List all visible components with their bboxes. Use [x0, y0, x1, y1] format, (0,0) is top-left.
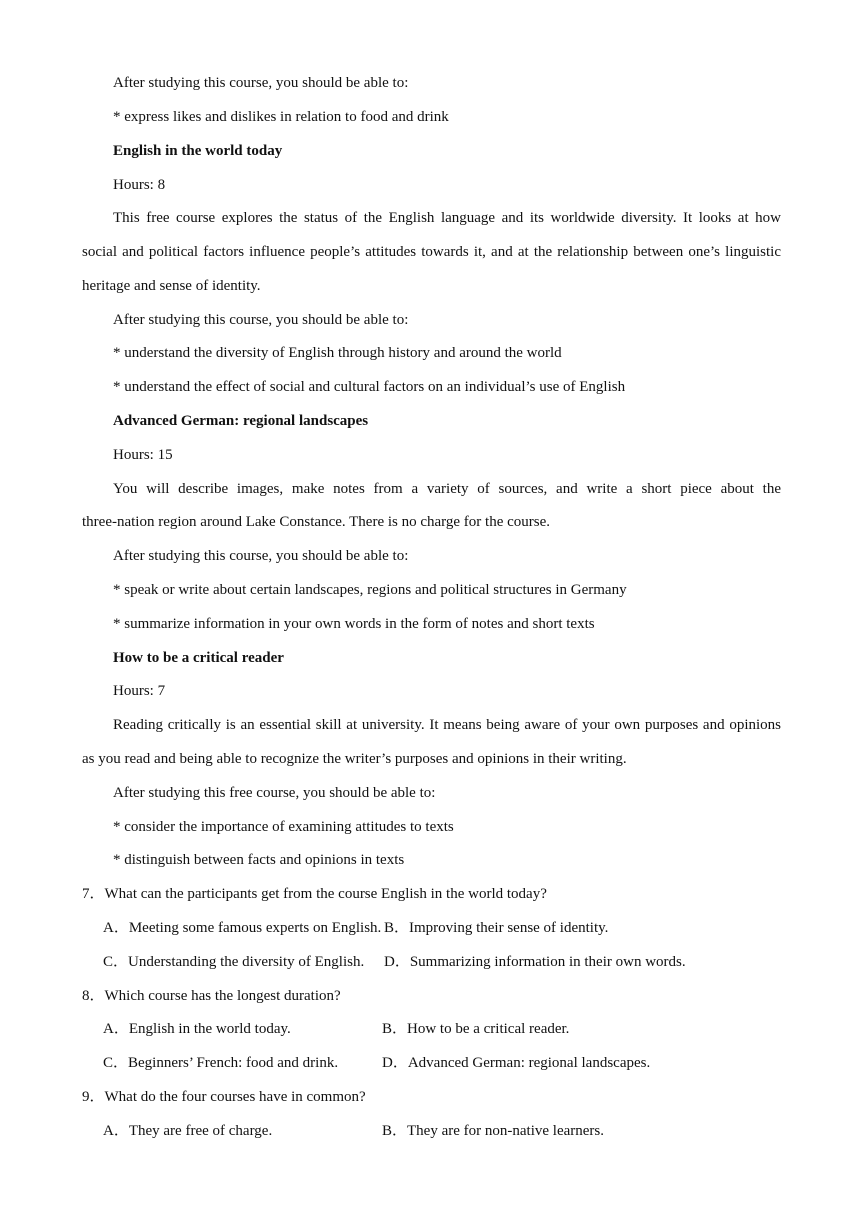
- bullet-line: * consider the importance of examining attitudes to texts: [113, 819, 454, 835]
- bullet-line: * summarize information in your own words in the form of notes and short texts: [113, 616, 595, 632]
- question-option[interactable]: C．Understanding the diversity of English.: [103, 954, 365, 970]
- course-title-german: Advanced German: regional landscapes: [113, 413, 369, 429]
- bullet-line: * speak or write about certain landscapes, regions and political structures in Germany: [113, 582, 627, 598]
- body-line: You will describe images, make notes from a variety of sources, and write a short piece about the: [113, 481, 781, 497]
- question-stem: 8．Which course has the longest duration?: [82, 988, 341, 1004]
- body-line: After studying this course, you should be able to:: [113, 75, 409, 91]
- question-option[interactable]: D．Summarizing information in their own words.: [384, 954, 686, 970]
- question-option[interactable]: B．They are for non-native learners.: [382, 1123, 604, 1139]
- bullet-line: * distinguish between facts and opinions in texts: [113, 852, 405, 868]
- body-line: social and political factors influence people’s attitudes towards it, and at the relationship between one’s linguistic: [82, 244, 781, 260]
- bullet-line: * understand the diversity of English through history and around the world: [113, 345, 562, 361]
- question-stem: 9．What do the four courses have in common?: [82, 1089, 366, 1105]
- question-option[interactable]: A．English in the world today.: [103, 1021, 291, 1037]
- bullet-line: * understand the effect of social and cultural factors on an individual’s use of English: [113, 379, 626, 395]
- question-option[interactable]: A．Meeting some famous experts on English.: [103, 920, 382, 936]
- question-option[interactable]: B．How to be a critical reader.: [382, 1021, 570, 1037]
- bullet-line: * express likes and dislikes in relation to food and drink: [113, 109, 449, 125]
- course-hours: Hours: 8: [113, 177, 166, 193]
- body-line: After studying this course, you should be able to:: [113, 312, 409, 328]
- course-hours: Hours: 7: [113, 683, 166, 699]
- question-stem: 7．What can the participants get from the course English in the world today?: [82, 886, 547, 902]
- body-line: three-nation region around Lake Constance. There is no charge for the course.: [82, 514, 551, 530]
- question-option[interactable]: D．Advanced German: regional landscapes.: [382, 1055, 651, 1071]
- body-line: After studying this free course, you should be able to:: [113, 785, 436, 801]
- course-title-english: English in the world today: [113, 143, 283, 159]
- course-title-critical-reader: How to be a critical reader: [113, 650, 284, 666]
- course-hours: Hours: 15: [113, 447, 173, 463]
- body-line: heritage and sense of identity.: [82, 278, 261, 294]
- question-option[interactable]: B．Improving their sense of identity.: [384, 920, 609, 936]
- question-option[interactable]: C．Beginners’ French: food and drink.: [103, 1055, 339, 1071]
- body-line: Reading critically is an essential skill at university. It means being aware of your own purposes and opinions: [113, 717, 781, 733]
- question-option[interactable]: A．They are free of charge.: [103, 1123, 273, 1139]
- body-line: This free course explores the status of the English language and its worldwide diversity. It looks at how: [113, 210, 781, 226]
- body-line: as you read and being able to recognize the writer’s purposes and opinions in their writing.: [82, 751, 627, 767]
- body-line: After studying this course, you should be able to:: [113, 548, 409, 564]
